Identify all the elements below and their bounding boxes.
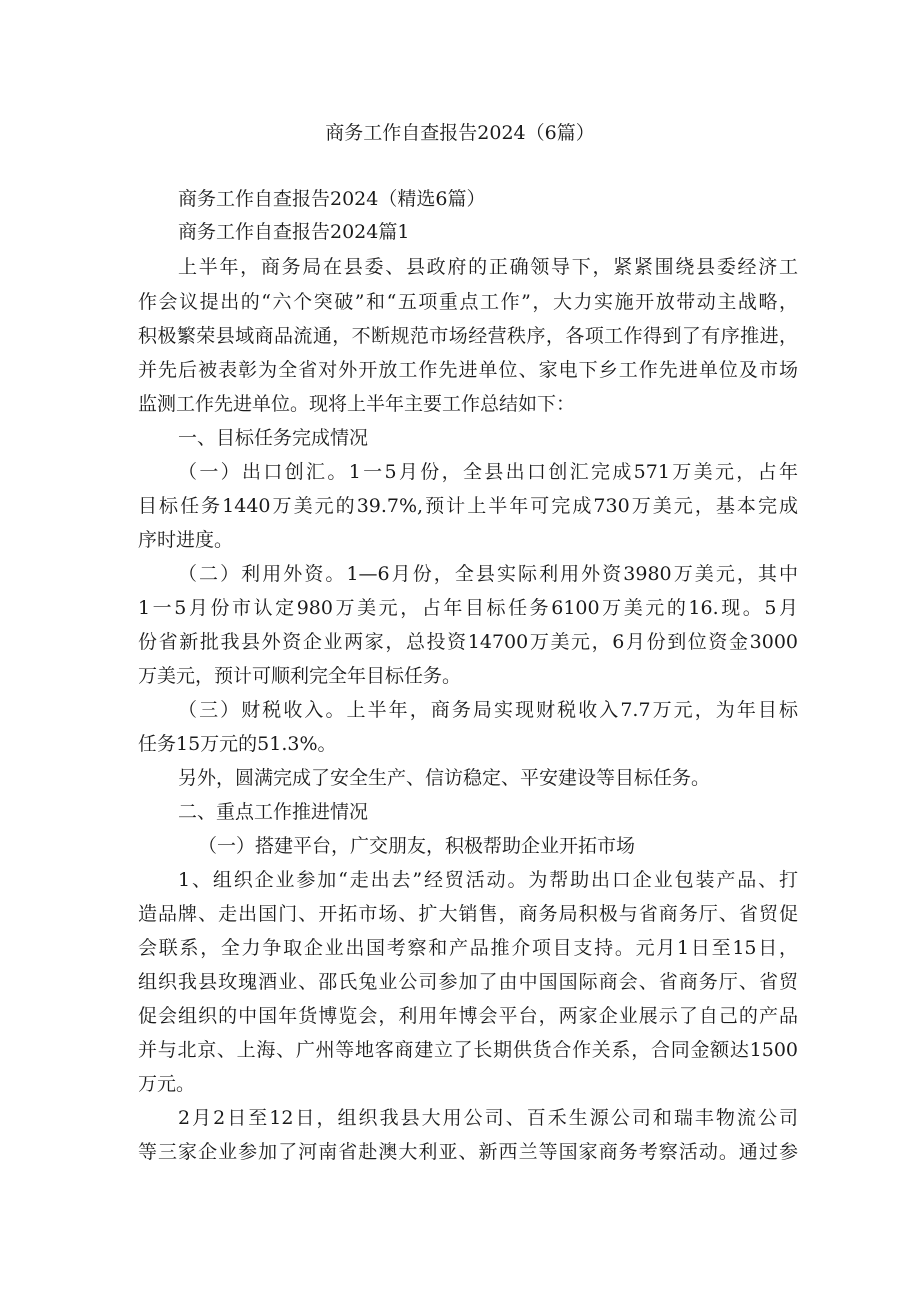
paragraph-line: 目标任务1440万美元的39.7%,预计上半年可完成730万美元，基本完成 (138, 495, 798, 517)
paragraph-line: 促会组织的中国年货博览会，利用年博会平台，两家企业展示了自己的产品 (138, 1005, 798, 1027)
paragraph-line: （二）利用外资。1—6月份，全县实际利用外资3980万美元，其中 (178, 563, 798, 585)
paragraph-line: 并先后被表彰为全省对外开放工作先进单位、家电下乡工作先进单位及市场 (138, 359, 798, 381)
heading-line: 二、重点工作推进情况 (178, 801, 369, 823)
paragraph-line: 万元。 (138, 1073, 196, 1095)
paragraph-line: （三）财税收入。上半年，商务局实现财税收入7.7万元，为年目标 (178, 699, 798, 721)
section-heading: 商务工作自查报告2024篇1 (178, 221, 410, 243)
paragraph-line: （一）出口创汇。1一5月份，全县出口创汇完成571万美元，占年 (178, 461, 798, 483)
paragraph-line: 任务15万元的51.3%。 (138, 733, 337, 755)
paragraph-line: 2月2日至12日，组织我县大用公司、百禾生源公司和瑞丰物流公司 (178, 1107, 798, 1129)
document-title: 商务工作自查报告2024（6篇） (325, 122, 595, 144)
paragraph-line: 万美元，预计可顺利完全年目标任务。 (138, 665, 462, 687)
paragraph-line: 并与北京、上海、广州等地客商建立了长期供货合作关系，合同金额达1500 (138, 1039, 798, 1061)
paragraph-line: 等三家企业参加了河南省赴澳大利亚、新西兰等国家商务考察活动。通过参 (138, 1141, 798, 1163)
paragraph-line: 1、组织企业参加“走出去”经贸活动。为帮助出口企业包装产品、打 (178, 869, 798, 891)
subtitle-line: 商务工作自查报告2024（精选6篇） (178, 188, 486, 210)
paragraph-line: 造品牌、走出国门、开拓市场、扩大销售，商务局积极与省商务厅、省贸促 (138, 903, 798, 925)
paragraph-line: 上半年，商务局在县委、县政府的正确领导下，紧紧围绕县委经济工 (178, 256, 798, 278)
paragraph-line: 会联系，全力争取企业出国考察和产品推介项目支持。元月1日至15日， (138, 937, 798, 959)
paragraph-line: 序时进度。 (138, 529, 234, 551)
heading-line: 一、目标任务完成情况 (178, 427, 369, 449)
paragraph-line: 份省新批我县外资企业两家，总投资14700万美元，6月份到位资金3000 (138, 631, 798, 653)
paragraph-line: 作会议提出的“六个突破”和“五项重点工作”，大力实施开放带动主战略， (138, 291, 798, 313)
paragraph-line: 1一5月份市认定980万美元，占年目标任务6100万美元的16.现。5月 (138, 597, 798, 619)
paragraph-line: 监测工作先进单位。现将上半年主要工作总结如下： (138, 393, 576, 415)
paragraph-line: 积极繁荣县域商品流通，不断规范市场经营秩序，各项工作得到了有序推进， (138, 325, 798, 347)
heading-line: （一）搭建平台，广交朋友，积极帮助企业开拓市场 (198, 835, 636, 857)
paragraph-line: 另外，圆满完成了安全生产、信访稳定、平安建设等目标任务。 (178, 767, 711, 789)
paragraph-line: 组织我县玫瑰酒业、邵氏兔业公司参加了由中国国际商会、省商务厅、省贸 (138, 971, 798, 993)
